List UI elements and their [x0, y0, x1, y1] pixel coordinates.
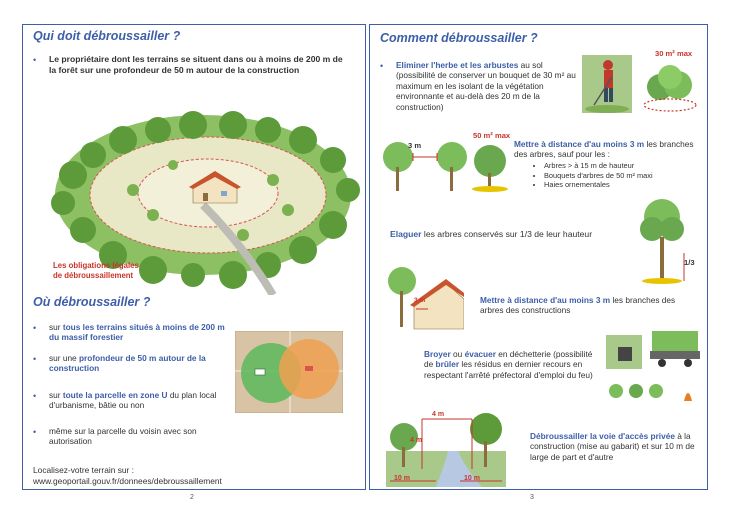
bullet-dot: • — [33, 391, 37, 401]
bullet-dot: • — [33, 323, 37, 333]
label-10m-left: 10 m — [394, 475, 410, 482]
exception-item: • Arbres > à 15 m de hauteur — [544, 161, 702, 171]
bush-30m2-illustration — [640, 61, 700, 115]
heading-comment: Comment débroussailler ? — [380, 31, 538, 45]
localize-text: Localisez-votre terrain sur : — [33, 465, 135, 475]
caption-line2: de débroussaillement — [53, 270, 134, 280]
page-number-left: 2 — [190, 494, 194, 501]
pruned-tree-illustration — [638, 195, 690, 285]
bullet-dot: • — [380, 61, 384, 71]
page-number-right: 3 — [530, 494, 534, 501]
step-eliminer: Eliminer l'herbe et les arbustes au sol (possibilité de conserver un bouquet de 30 m² au maximum en les isolant de la végétation environnante et au-delà des 20 m de la construction) — [396, 60, 576, 112]
label-4m-top: 4 m — [432, 411, 445, 418]
where-bullet-1: sur tous les terrains situés à moins de 200 m du massif forestier — [49, 322, 225, 343]
exception-item: • Bouquets d'arbres de 50 m² maxi — [544, 171, 702, 181]
worker-brushcutter-illustration — [582, 55, 632, 113]
geoportail-link[interactable]: www.geoportail.gouv.fr/donnees/debroussaillement — [33, 476, 222, 486]
trees-3m-spacing-illustration — [380, 137, 470, 193]
intro-bullet-text: Le propriétaire dont les terrains se situent dans ou à moins de 200 m de la forêt sur une profondeur de 50 m autour de la construction — [49, 54, 343, 75]
step-elaguer: Elaguer les arbres conservés sur 1/3 de leur hauteur — [390, 229, 593, 239]
where-bullet-3: sur toute la parcelle en zone U du plan local d'urbanisme, bâtie ou non — [49, 390, 217, 411]
label-30m2-max: 30 m² max — [655, 49, 693, 58]
exception-item: • Haies ornementales — [544, 180, 702, 190]
label-3m-house: 3 m — [414, 297, 426, 304]
label-4m-side: 4 m — [410, 437, 423, 444]
label-3m: 3 m — [408, 141, 422, 150]
heading-ou-debroussailler: Où débroussailler ? — [33, 295, 151, 309]
zone-map-diagram — [235, 331, 343, 413]
step-distance-constructions: Mettre à distance d'au moins 3 m les branches des arbres des constructions — [480, 295, 676, 316]
bullet-dot: • — [33, 427, 37, 437]
where-bullet-4: même sur la parcelle du voisin avec son autorisation — [49, 426, 197, 447]
label-10m-right: 10 m — [464, 475, 480, 482]
bullet-dot: • — [33, 55, 37, 65]
step-distance-branches: Mettre à distance d'au moins 3 m les branches des arbres, sauf pour les : — [514, 139, 694, 160]
right-page — [369, 24, 708, 490]
caption-line1: Les obligations légales — [53, 261, 139, 270]
label-50m2-max: 50 m² max — [473, 131, 511, 140]
step-broyer: Broyer ou évacuer en déchetterie (possibilité de brûler les résidus en dernier recours en respectant l'arrêté préfectoral d'emploi du feu) — [424, 349, 593, 380]
where-bullet-2: sur une profondeur de 50 m autour de la construction — [49, 353, 206, 374]
chipper-trailer-illustration — [606, 325, 702, 409]
illustration-caption — [53, 261, 139, 280]
bullet-dot: • — [33, 354, 37, 364]
heading-qui-doit: Qui doit débroussailler ? — [33, 29, 181, 43]
exceptions-list — [532, 161, 702, 190]
tree-cluster-illustration — [470, 143, 510, 193]
label-1-3: 1/3 — [684, 258, 695, 267]
step-voie-acces: Débroussailler la voie d'accès privée à la construction (mise au gabarit) et sur 10 m de large de part et d'autre — [530, 431, 695, 462]
left-page — [22, 24, 366, 490]
